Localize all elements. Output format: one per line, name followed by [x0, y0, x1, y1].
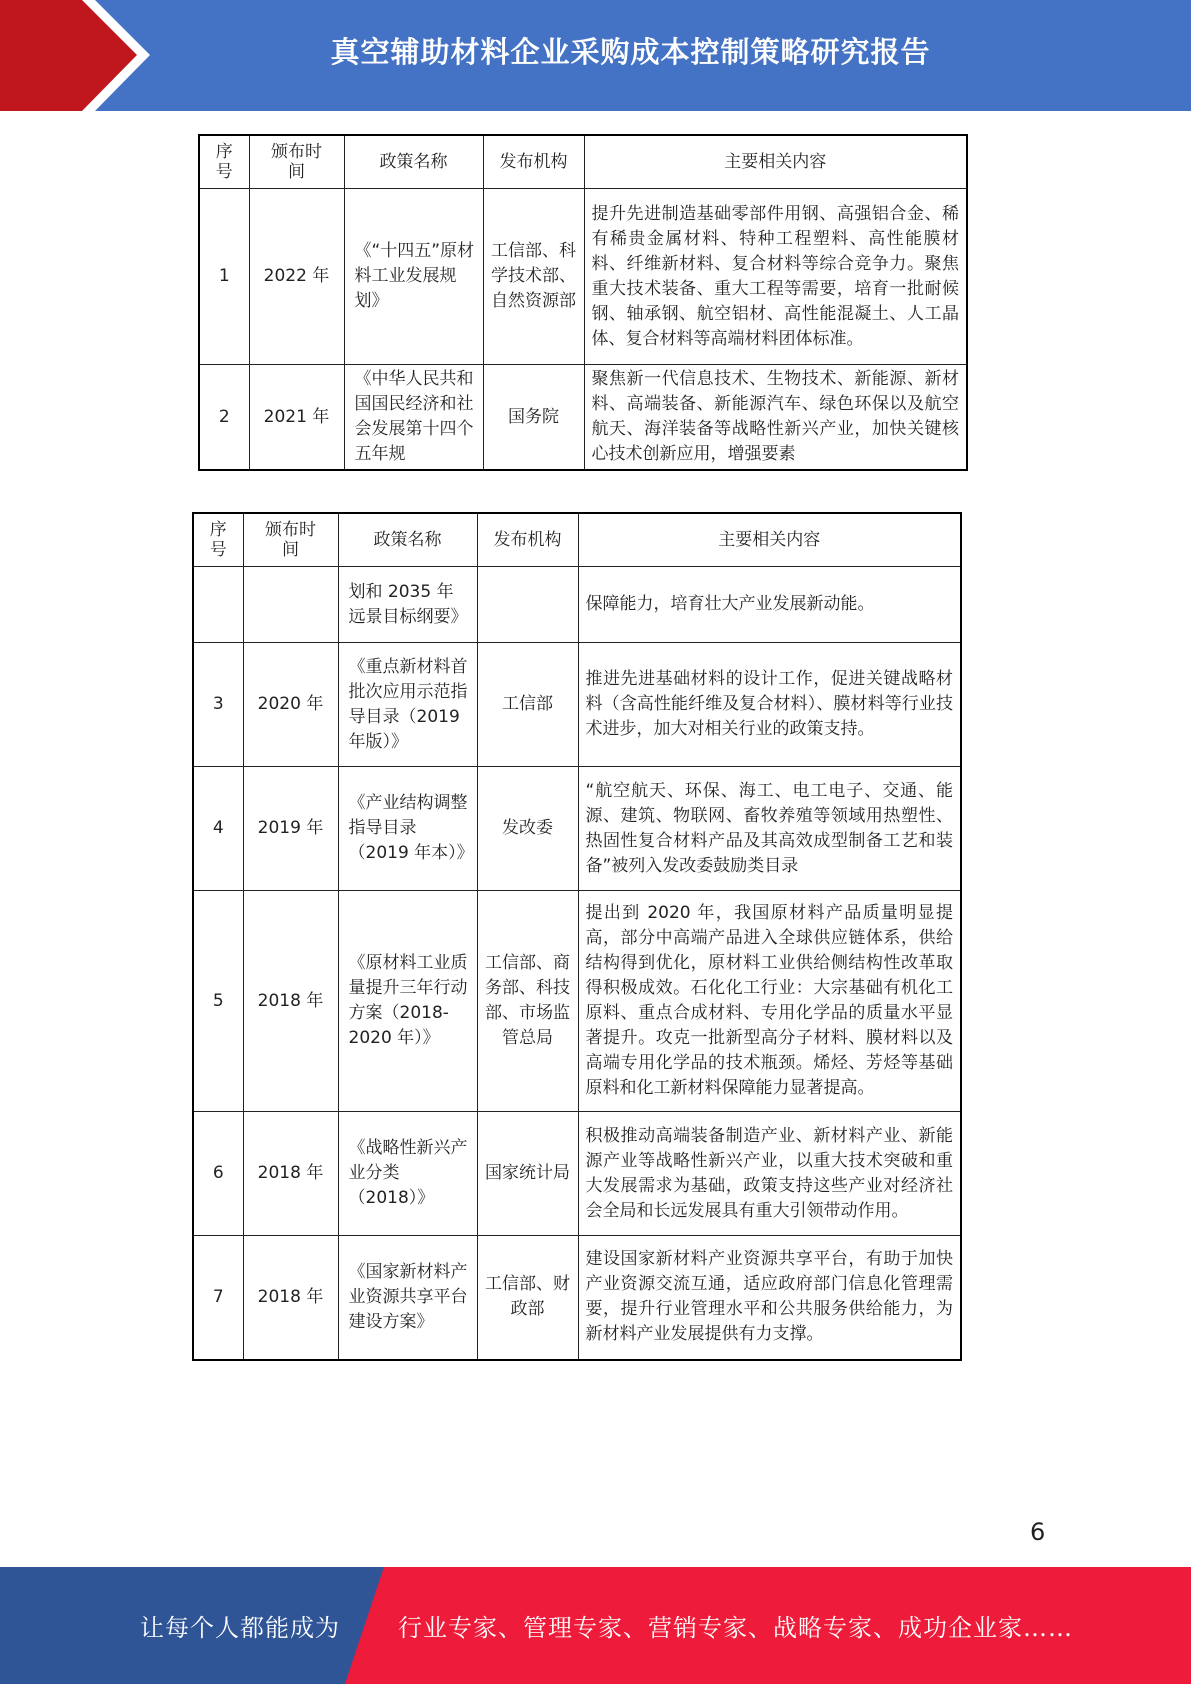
- table-row: [193, 891, 961, 1112]
- header-name: 政策名称: [338, 513, 477, 567]
- table-row: [193, 567, 961, 643]
- header-org: 发布机构: [483, 135, 584, 189]
- cell-policy-name: 《原材料工业质量提升三年行动方案（2018-2020 年）》: [338, 891, 477, 1112]
- cell-content: 聚焦新一代信息技术、生物技术、新能源、新材料、高端装备、新能源汽车、绿色环保以及航空航天、海洋装备等战略性新兴产业，加快关键核心技术创新应用，增强要素: [584, 365, 967, 471]
- cell-content: 推进先进基础材料的设计工作，促进关键战略材料（含高性能纤维及复合材料）、膜材料等行业技术进步，加大对相关行业的政策支持。: [578, 643, 961, 767]
- cell-policy-name: 划和 2035 年远景目标纲要》: [338, 567, 477, 643]
- header-content: 主要相关内容: [578, 513, 961, 567]
- header-year: 颁布时间: [249, 135, 344, 189]
- cell-issuer: 国家统计局: [477, 1112, 578, 1236]
- table-row: [199, 189, 967, 365]
- cell-content: 积极推动高端装备制造产业、新材料产业、新能源产业等战略性新兴产业，以重大技术突破和重大发展需求为基础，政策支持这些产业对经济社会全局和长远发展具有重大引领带动作用。: [578, 1112, 961, 1236]
- cell-year: 2022 年: [249, 189, 344, 365]
- cell-issuer: 工信部、商务部、科技部、市场监管总局: [477, 891, 578, 1112]
- cell-content: 保障能力，培育壮大产业发展新动能。: [578, 567, 961, 643]
- table-header-row: [193, 513, 961, 567]
- header-no: 序号: [193, 513, 243, 567]
- cell-policy-name: 《国家新材料产业资源共享平台建设方案》: [338, 1236, 477, 1360]
- header-content: 主要相关内容: [584, 135, 967, 189]
- cell-year: 2018 年: [243, 1236, 338, 1360]
- cell-year: 2020 年: [243, 643, 338, 767]
- cell-no: 3: [193, 643, 243, 767]
- cell-year: 2018 年: [243, 1112, 338, 1236]
- cell-content: 建设国家新材料产业资源共享平台，有助于加快产业资源交流互通，适应政府部门信息化管理需要，提升行业管理水平和公共服务供给能力，为新材料产业发展提供有力支撑。: [578, 1236, 961, 1360]
- cell-no: 5: [193, 891, 243, 1112]
- footer-slogan-right: 行业专家、管理专家、营销专家、战略专家、成功企业家……: [398, 1614, 1073, 1642]
- header-no: 序号: [199, 135, 249, 189]
- report-title: 真空辅助材料企业采购成本控制策略研究报告: [330, 34, 931, 69]
- cell-year: 2019 年: [243, 767, 338, 891]
- page-header: [0, 0, 1191, 111]
- footer-slogan-left: 让每个人都能成为: [140, 1614, 340, 1642]
- table-row: [199, 365, 967, 471]
- cell-content: 提出到 2020 年，我国原材料产品质量明显提高，部分中高端产品进入全球供应链体系，供给结构得到优化，原材料工业供给侧结构性改革取得积极成效。石化化工行业：大宗基础有机化工原料、重点合成材料、专用化学品的质量水平显著提升。攻克一批新型高分子材料、膜材料以及高端专用化学品的技术瓶颈。烯烃、芳烃等基础原料和化工新材料保障能力显著提高。: [578, 891, 961, 1112]
- cell-year: 2018 年: [243, 891, 338, 1112]
- cell-no: 1: [199, 189, 249, 365]
- cell-year: 2021 年: [249, 365, 344, 471]
- header-year: 颁布时间: [243, 513, 338, 567]
- page-number: 6: [1030, 1518, 1046, 1546]
- header-name: 政策名称: [344, 135, 483, 189]
- cell-no: 2: [199, 365, 249, 471]
- header-org: 发布机构: [477, 513, 578, 567]
- cell-policy-name: 《“十四五”原材料工业发展规划》: [344, 189, 483, 365]
- cell-no: [193, 567, 243, 643]
- cell-policy-name: 《产业结构调整指导目录（2019 年本）》: [338, 767, 477, 891]
- cell-no: 4: [193, 767, 243, 891]
- table-header-row: [199, 135, 967, 189]
- cell-issuer: 工信部、财政部: [477, 1236, 578, 1360]
- table-row: [193, 1112, 961, 1236]
- cell-content: “航空航天、环保、海工、电工电子、交通、能源、建筑、物联网、畜牧养殖等领域用热塑性、热固性复合材料产品及其高效成型制备工艺和装备”被列入发改委鼓励类目录: [578, 767, 961, 891]
- cell-issuer: 工信部: [477, 643, 578, 767]
- cell-no: 6: [193, 1112, 243, 1236]
- table-row: [193, 643, 961, 767]
- cell-issuer: 国务院: [483, 365, 584, 471]
- cell-issuer: [477, 567, 578, 643]
- cell-issuer: 工信部、科学技术部、自然资源部: [483, 189, 584, 365]
- cell-year: [243, 567, 338, 643]
- cell-no: 7: [193, 1236, 243, 1360]
- header-arrow-decoration: [0, 0, 150, 111]
- cell-content: 提升先进制造基础零部件用钢、高强铝合金、稀有稀贵金属材料、特种工程塑料、高性能膜材料、纤维新材料、复合材料等综合竞争力。聚焦重大技术装备、重大工程等需要，培育一批耐候钢、轴承钢、航空铝材、高性能混凝土、人工晶体、复合材料等高端材料团体标准。: [584, 189, 967, 365]
- table-row: [193, 1236, 961, 1360]
- policy-table-1: [198, 134, 968, 471]
- cell-policy-name: 《中华人民共和国国民经济和社会发展第十四个五年规: [344, 365, 483, 471]
- table-row: [193, 767, 961, 891]
- cell-policy-name: 《战略性新兴产业分类（2018）》: [338, 1112, 477, 1236]
- cell-issuer: 发改委: [477, 767, 578, 891]
- cell-policy-name: 《重点新材料首批次应用示范指导目录（2019 年版）》: [338, 643, 477, 767]
- policy-table-2: [192, 512, 962, 1361]
